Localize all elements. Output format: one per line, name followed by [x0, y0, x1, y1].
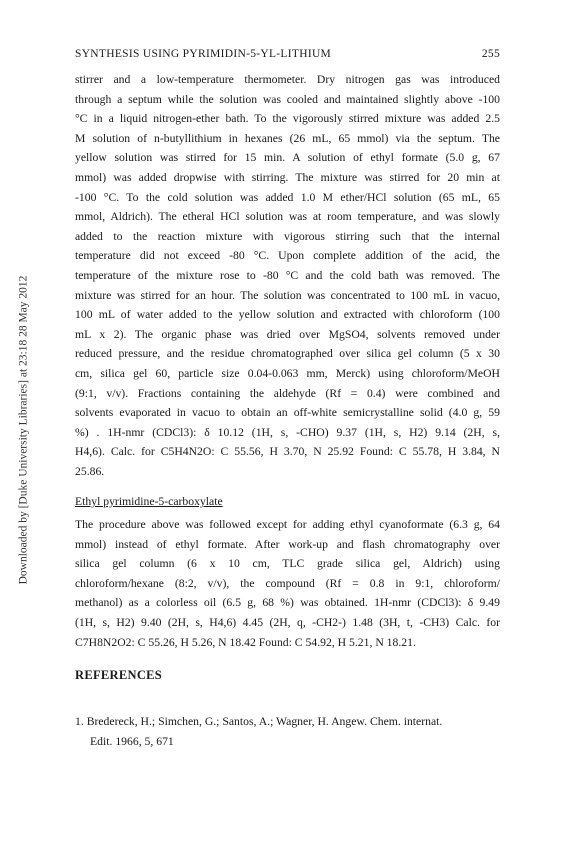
text-line: mmol) instead of ethyl formate. After work-up and flash chromatography over — [75, 537, 500, 551]
procedure-paragraph — [75, 70, 500, 481]
text-line: C7H8N2O2: C 55.26, H 5.26, N 18.42 Found: C 54.92, H 5.21, N 18.21. — [75, 635, 416, 649]
text-line: solvents evaporated in vacuo to obtain an off-white semicrystalline solid (4.0 g, 59 — [75, 406, 500, 420]
text-line: reduced pressure, and the residue chromatographed over silica gel column (5 x 30 — [75, 347, 500, 361]
text-line: H4,6). Calc. for C5H4N2O: C 55.56, H 3.70, N 25.92 Found: C 55.78, H 3.84, N — [75, 445, 500, 459]
running-title: SYNTHESIS USING PYRIMIDIN-5-YL-LITHIUM — [75, 48, 332, 60]
text-line: (9:1, v/v). Fractions containing the aldehyde (Rf = 0.4) were combined and — [75, 386, 500, 400]
text-line: stirrer and a low-temperature thermometer. Dry nitrogen gas was introduced — [75, 73, 500, 86]
download-watermark — [14, 250, 32, 610]
text-line: mixture was stirred for an hour. The solution was concentrated to 100 mL in vacuo, — [75, 288, 500, 302]
section-heading: Ethyl pyrimidine-5-carboxylate — [75, 495, 223, 508]
text-line: mmol, Aldrich). The etheral HCl solution was at room temperature, and was slowly — [75, 210, 500, 224]
text-line: temperature did not exceed -80 °C. Upon complete addition of the acid, the — [75, 249, 500, 263]
reference-line: 1. Bredereck, H.; Simchen, G.; Santos, A.; Wagner, H. Angew. Chem. internat. — [75, 715, 443, 728]
text-line: methanol) as a colorless oil (6.5 g, 68 %) was obtained. 1H-nmr (CDCl3): δ 9.49 — [75, 596, 500, 610]
text-line: chloroform/hexane (8:2, v/v), the compound (Rf = 0.8 in 9:1, chloroform/ — [75, 576, 500, 590]
text-line: mmol) was added dropwise with stirring. The mixture was stirred for 20 min at — [75, 170, 500, 184]
text-line: 25.86. — [75, 464, 105, 478]
text-line: cm, silica gel 60, particle size 0.04-0.063 mm, Merck) using chloroform/MeOH — [75, 366, 500, 380]
running-header — [75, 48, 500, 60]
references-heading: REFERENCES — [75, 668, 163, 682]
reference-item — [75, 712, 505, 751]
text-line: -100 °C. To the cold solution was added 1.0 M ether/HCl solution (65 mL, 65 — [75, 190, 500, 204]
text-line: mL x 2). The organic phase was dried over MgSO4, solvents removed under — [75, 327, 500, 341]
text-line: °C in a liquid nitrogen-ether bath. To the vigorously stirred mixture was added 2.5 — [75, 112, 500, 126]
text-line: The procedure above was followed except for adding ethyl cyanoformate (6.3 g, 64 — [75, 518, 500, 531]
page-number: 255 — [481, 48, 500, 60]
text-line: yellow solution was stirred for 15 min. A solution of ethyl formate (5.0 g, 67 — [75, 151, 500, 165]
download-note: Downloaded by [Duke University Libraries] at 23:18 28 May 2012 — [17, 275, 29, 585]
text-line: M solution of n-butyllithium in hexanes (26 mL, 65 mmol) via the septum. The — [75, 131, 500, 145]
ester-procedure-paragraph — [75, 515, 500, 652]
text-line: 100 mL of water added to the yellow solution and extracted with chloroform (100 — [75, 308, 500, 322]
text-line: temperature of the mixture rose to -80 °C and the cold bath was removed. The — [75, 268, 500, 282]
text-line: added to the reaction mixture with vigorous stirring such that the internal — [75, 229, 500, 243]
reference-line: Edit. 1966, 5, 671 — [90, 734, 174, 748]
text-line: through a septum while the solution was cooled and maintained slightly above -100 — [75, 92, 500, 106]
text-line: (1H, s, H2) 9.40 (2H, s, H4,6) 4.45 (2H, q, -CH2-) 1.48 (3H, t, -CH3) Calc. for — [75, 615, 500, 629]
text-line: %) . 1H-nmr (CDCl3): δ 10.12 (1H, s, -CHO) 9.37 (1H, s, H2) 9.14 (2H, s, — [75, 425, 500, 439]
text-line: silica gel column (6 x 10 cm, TLC grade silica gel, Aldrich) using — [75, 557, 500, 571]
